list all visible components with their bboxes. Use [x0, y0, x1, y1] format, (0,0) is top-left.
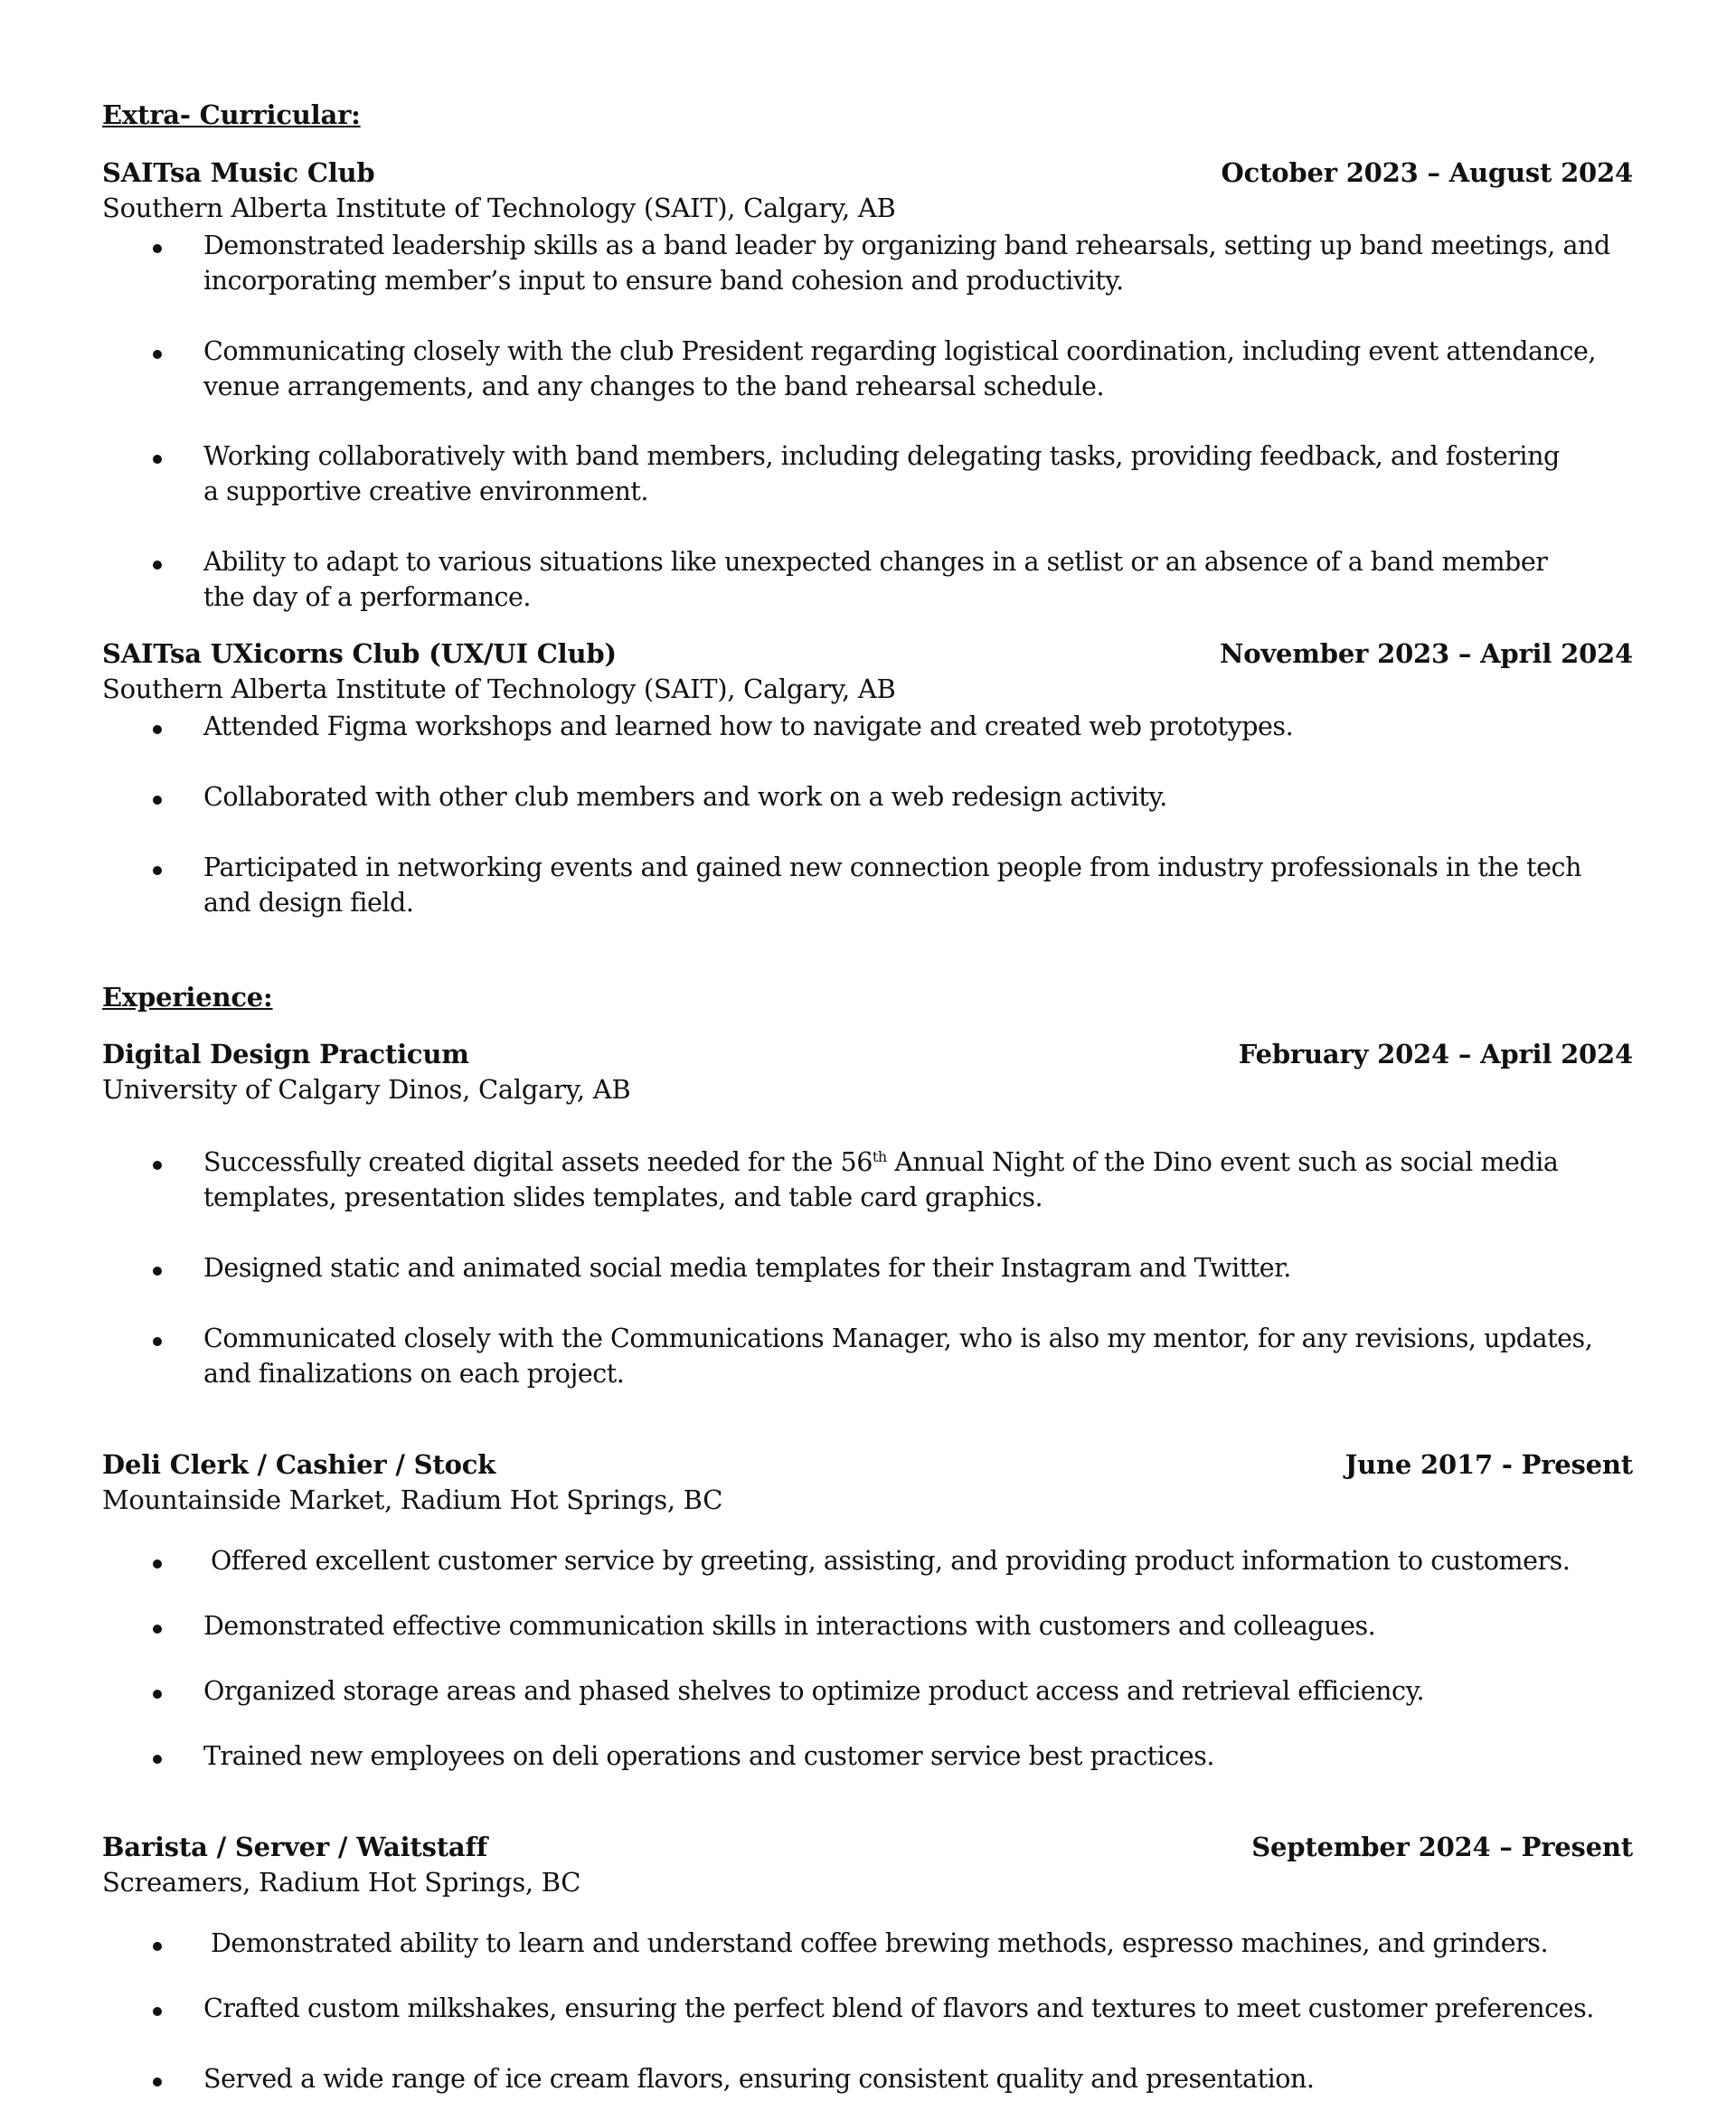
bullet-icon	[153, 725, 162, 734]
entry-title-uxicorns-club: SAITsa UXicorns Club (UX/UI Club)	[102, 638, 617, 669]
bullet-text: Working collaboratively with band members, including delegating tasks, providing feedback, and fostering a supportive creative environment.	[203, 441, 1560, 506]
entry-date-barista: September 2024 – Present	[1251, 1832, 1633, 1862]
bullet-text: Trained new employees on deli operations and customer service best practices.	[203, 1741, 1214, 1771]
entry-date-digital-design-practicum: February 2024 – April 2024	[1238, 1039, 1633, 1069]
bullet-text: Served a wide range of ice cream flavors, ensuring consistent quality and presentation.	[203, 2064, 1315, 2094]
bullet-text: Successfully created digital assets needed for the 56th Annual Night of the Dino event such as social media templates, presentation slides templates, and table card graphics.	[203, 1147, 1559, 1212]
bullet-text: Ability to adapt to various situations like unexpected changes in a setlist or an absence of a band member the day of a performance.	[203, 547, 1548, 612]
bullet-icon	[153, 455, 162, 464]
bullet-icon	[153, 561, 162, 570]
entry-org-uxicorns-club: Southern Alberta Institute of Technology (SAIT), Calgary, AB	[102, 674, 896, 704]
bullet-icon	[153, 1267, 162, 1276]
bullet-text: Communicated closely with the Communications Manager, who is also my mentor, for any revisions, updates, and finalizations on each project.	[203, 1324, 1593, 1389]
bullet-text: Offered excellent customer service by greeting, assisting, and providing product information to customers.	[211, 1546, 1571, 1576]
bullet-text: Participated in networking events and gained new connection people from industry professionals in the tech and design field.	[203, 853, 1581, 918]
entry-title-deli-clerk: Deli Clerk / Cashier / Stock	[102, 1449, 496, 1480]
entry-title-barista: Barista / Server / Waitstaff	[102, 1832, 488, 1862]
entry-org-digital-design-practicum: University of Calgary Dinos, Calgary, AB	[102, 1074, 631, 1105]
resume-page	[102, 0, 1633, 2101]
entry-date-music-club: October 2023 – August 2024	[1221, 157, 1633, 188]
bullet-icon	[153, 244, 162, 253]
section-heading-experience: Experience:	[102, 982, 273, 1013]
bullet-text: Demonstrated ability to learn and understand coffee brewing methods, espresso machines, and grinders.	[211, 1928, 1549, 1958]
bullet-icon	[153, 1559, 162, 1569]
bullet-icon	[153, 2007, 162, 2016]
entry-org-deli-clerk: Mountainside Market, Radium Hot Springs, BC	[102, 1484, 723, 1515]
bullet-icon	[153, 1161, 162, 1170]
bullet-icon	[153, 1755, 162, 1764]
bullet-icon	[153, 2077, 162, 2087]
bullet-text: Attended Figma workshops and learned how to navigate and created web prototypes.	[203, 711, 1294, 741]
bullet-text: Collaborated with other club members and work on a web redesign activity.	[203, 782, 1167, 812]
bullet-icon	[153, 1690, 162, 1699]
bullet-text: Demonstrated leadership skills as a band leader by organizing band rehearsals, setting up band meetings, and incorporating member’s input to ensure band cohesion and productivity.	[203, 231, 1610, 296]
section-heading-extra-curricular: Extra- Curricular:	[102, 99, 361, 130]
bullet-text: Designed static and animated social media templates for their Instagram and Twitter.	[203, 1253, 1291, 1283]
bullet-icon	[153, 350, 162, 359]
bullet-icon	[153, 1625, 162, 1634]
entry-org-barista: Screamers, Radium Hot Springs, BC	[102, 1867, 581, 1898]
bullet-icon	[153, 1337, 162, 1346]
bullet-icon	[153, 866, 162, 875]
entry-date-deli-clerk: June 2017 - Present	[1344, 1449, 1633, 1480]
bullet-icon	[153, 796, 162, 805]
bullet-text: Communicating closely with the club President regarding logistical coordination, including event attendance, venue arrangements, and any changes to the band rehearsal schedule.	[203, 336, 1596, 401]
entry-org-music-club: Southern Alberta Institute of Technology (SAIT), Calgary, AB	[102, 193, 896, 223]
bullet-icon	[153, 1942, 162, 1951]
bullet-text: Crafted custom milkshakes, ensuring the perfect blend of flavors and textures to meet customer preferences.	[203, 1993, 1594, 2023]
entry-title-music-club: SAITsa Music Club	[102, 157, 375, 188]
entry-title-digital-design-practicum: Digital Design Practicum	[102, 1039, 469, 1069]
bullet-text: Organized storage areas and phased shelves to optimize product access and retrieval efficiency.	[203, 1676, 1425, 1706]
bullet-text: Demonstrated effective communication skills in interactions with customers and colleagues.	[203, 1611, 1376, 1641]
entry-date-uxicorns-club: November 2023 – April 2024	[1219, 638, 1633, 669]
